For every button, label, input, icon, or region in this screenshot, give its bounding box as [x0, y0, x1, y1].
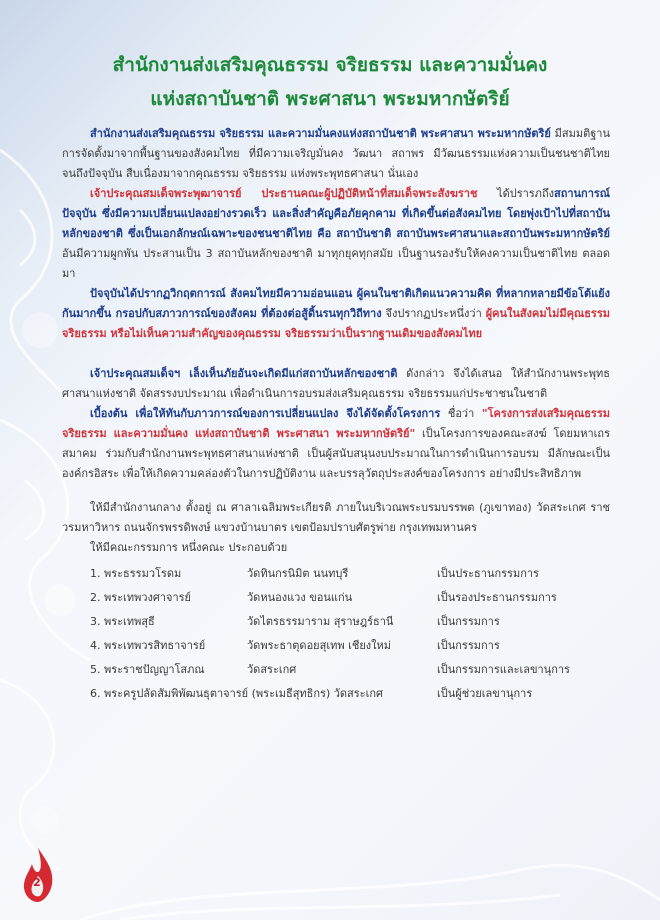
member-temple: วัดทินกรนิมิต นนทบุรี	[247, 567, 349, 580]
member-temple: วัดสระเกศ	[247, 663, 297, 676]
table-row	[90, 586, 587, 610]
paragraph-5	[62, 404, 610, 484]
para5-red: "โครงการส่งเสริมคุณธรรม จริยธรรม และความมั่นคง แห่งสถาบันชาติ พระศาสนา พระมหากษัตริย์"	[62, 407, 610, 440]
para2-text: อันมีความผูกพัน ประสานเป็น 3 สถาบันหลักของชาติ มาทุกยุคทุกสมัย เป็นฐานรองรับให้คงความเป็นชาติไทย ตลอดมา	[62, 247, 610, 280]
member-name: 6. พระครูปลัดสัมพิพัฒนธุตาจารย์ (พระเมธีสุทธิกร) วัดสระเกศ	[90, 687, 383, 700]
paragraph-3	[62, 284, 610, 344]
table-row	[90, 610, 587, 634]
member-role: เป็นรองประธานกรรมการ	[437, 591, 557, 604]
member-role: เป็นกรรมการ	[437, 615, 500, 628]
para1-text: มีสมมติฐานการจัดตั้งมาจากพื้นฐานของสังคมไทย ที่มีความเจริญมั่นคง วัฒนา สถาพร มีวัฒนธรรมแห่งความเป็นชนชาติไทย จนถึงปัจจุบัน สืบเนื่องมาจากคุณธรรม จริยธรรม แห่งพระพุทธศาสนา นั่นเอง	[62, 127, 610, 180]
member-temple: วัดพระธาตุดอยสุเทพ เชียงใหม่	[247, 639, 392, 652]
para5-text: เป็นโครงการของคณะสงฆ์ โดยมหาเถรสมาคม ร่วมกับสำนักงานพระพุทธศาสนาแห่งชาติ เป็นผู้สนับสนุนงบประมาณในการดำเนินการอบรม มีลักษณะเป็นองค์กรอิสระ เพื่อให้เกิดความคล่องตัวในการปฏิบัติงาน และบรรลุวัตถุประสงค์ของโครงการ อย่างมีประสิทธิภาพ	[62, 427, 610, 480]
paragraph-6: ให้มีสำนักงานกลาง ตั้งอยู่ ณ ศาลาเฉลิมพระเกียรติ ภายในบริเวณพระบรมบรรพต (ภูเขาทอง) วัดสระเกศ ราชวรมหาวิหาร ถนนจักรพรรดิพงษ์ แขวงบ้านบาตร เขตป้อมปราบศัตรูพ่าย กรุงเทพมหานคร	[62, 501, 610, 534]
document-body	[62, 124, 610, 706]
para5-mid: ชื่อว่า	[440, 407, 482, 420]
paragraph-2	[62, 184, 610, 284]
table-row	[90, 562, 587, 586]
member-name: 3. พระเทพสุธี	[90, 615, 155, 628]
member-role: เป็นประธานกรรมการ	[437, 567, 539, 580]
para4-text: ดังกล่าว จึงได้เสนอ ให้สำนักงานพระพุทธศาสนาแห่งชาติ จัดสรรงบประมาณ เพื่อดำเนินการอบรมส่งเสริมคุณธรรม จริยธรรมแก่ประชาชนในชาติ	[62, 367, 610, 400]
committee-table	[90, 562, 587, 706]
para3-red: ผู้คนในสังคมไม่มีคุณธรรม จริยธรรม หรือไม่เห็นความสำคัญของคุณธรรม จริยธรรมว่าเป็นรากฐานเดิมของสังคมไทย	[62, 307, 610, 340]
title-line-2: แห่งสถาบันชาติ พระศาสนา พระมหากษัตริย์	[150, 88, 510, 110]
flame-logo-icon	[20, 846, 56, 904]
table-row	[90, 658, 587, 682]
para4-lead: เจ้าประคุณสมเด็จฯ เล็งเห็นภัยอันจะเกิดมีแก่สถาบันหลักของชาติ	[90, 367, 398, 380]
title-line-1: สำนักงานส่งเสริมคุณธรรม จริยธรรม และความมั่นคง	[112, 54, 548, 76]
para1-lead: สำนักงานส่งเสริมคุณธรรม จริยธรรม และความมั่นคงแห่งสถาบันชาติ พระศาสนา พระมหากษัตริย์	[90, 127, 551, 140]
para2-mid: ได้ปรารภถึง	[477, 187, 554, 200]
para2-bold: สถานการณ์ปัจจุบัน ซึ่งมีความเปลี่ยนแปลงอย่างรวดเร็ว และสิ่งสำคัญคือภัยคุกคาม ที่เกิดขึ้นต่อสังคมไทย โดยพุ่งเป้าไปที่สถาบันหลักของชาติ ซึ่งเป็นเอกลักษณ์เฉพาะของชนชาติไทย คือ สถาบันชาติ สถาบันพระศาสนาและสถาบันพระมหากษัตริย์	[62, 187, 611, 240]
paragraph-4	[62, 364, 610, 404]
member-name: 5. พระราชปัญญาโสภณ	[90, 663, 205, 676]
member-role: เป็นผู้ช่วยเลขานุการ	[437, 687, 533, 700]
table-row	[90, 634, 587, 658]
para5-lead: เบื้องต้น เพื่อให้ทันกับภาวการณ์ของการเปลี่ยนแปลง จึงได้จัดตั้งโครงการ	[90, 407, 441, 420]
paragraph-7: ให้มีคณะกรรมการ หนึ่งคณะ ประกอบด้วย	[90, 541, 288, 554]
member-name: 1. พระธรรมวโรดม	[90, 567, 182, 580]
page-title	[30, 48, 630, 116]
member-temple: วัดหนองแวง ขอนแก่น	[247, 591, 353, 604]
member-name: 2. พระเทพวงศาจารย์	[90, 591, 192, 604]
table-row	[90, 682, 587, 706]
para3-mid: จึงปรากฏประหนึ่งว่า	[381, 307, 486, 320]
para3-bold: ปัจจุบันได้ปรากฏวิกฤตการณ์ สังคมไทยมีความอ่อนแอน ผู้คนในชาติเกิดแนวความคิด ที่หลากหลายมีข้อโต้แย้งกันมากขึ้น กรอปกับสภาวการณ์ของสังคม ที่ต้องต่อสู้ดิ้นรนทุกวิถีทาง	[62, 287, 610, 320]
member-temple: วัดไตรธรรมาราม สุราษฎร์ธานี	[247, 615, 394, 628]
member-role: เป็นกรรมการและเลขานุการ	[437, 663, 570, 676]
member-name: 4. พระเทพวรสิทธาจารย์	[90, 639, 206, 652]
page-number: 2	[33, 876, 41, 889]
para2-lead: เจ้าประคุณสมเด็จพระพุฒาจารย์ ประธานคณะผู้ปฏิบัติหน้าที่สมเด็จพระสังฆราช	[90, 187, 478, 200]
member-role: เป็นกรรมการ	[437, 639, 500, 652]
paragraph-1	[62, 124, 610, 184]
